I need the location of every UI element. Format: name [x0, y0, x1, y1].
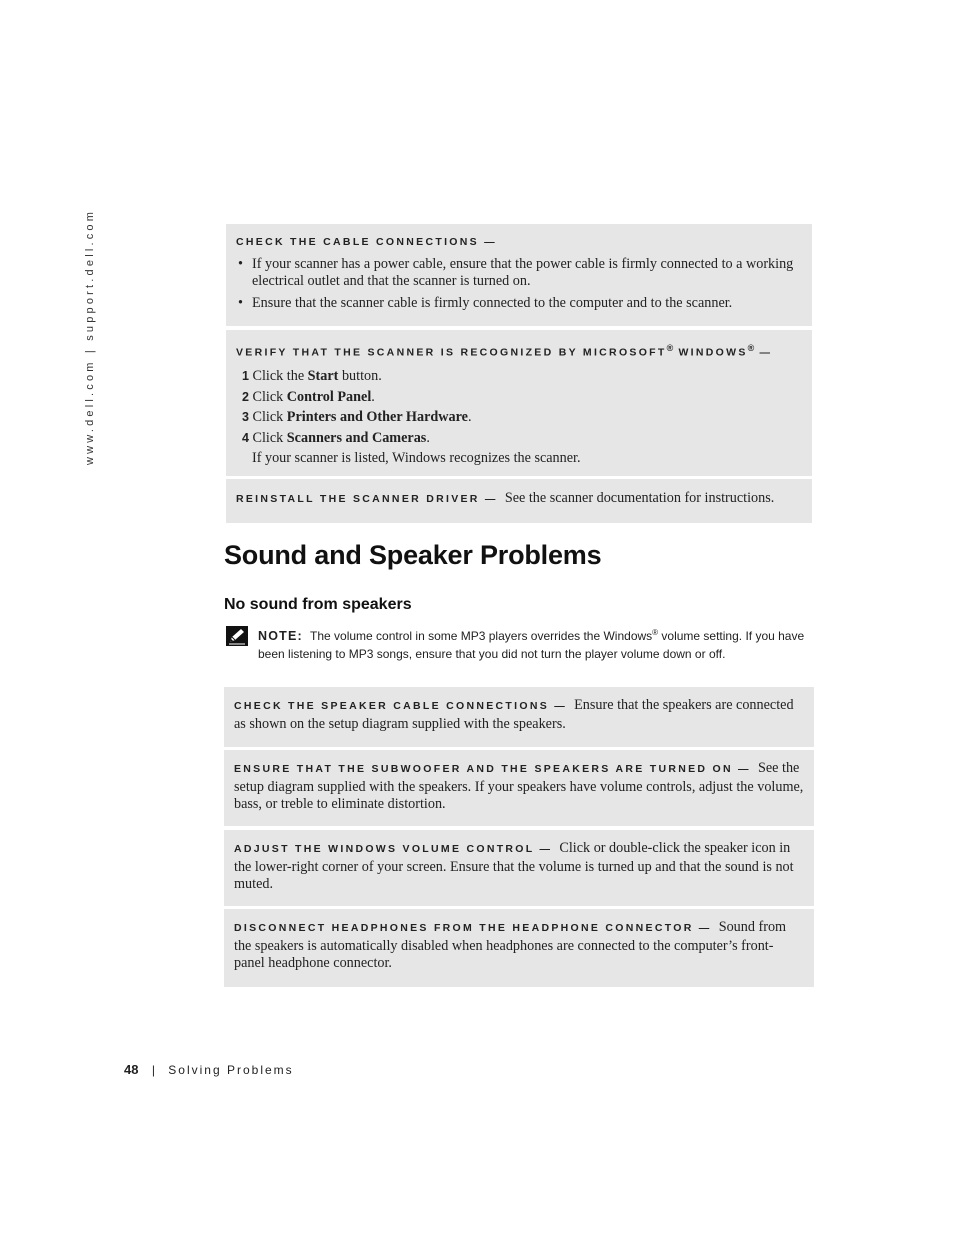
reinstall-driver-heading: REINSTALL THE SCANNER DRIVER — [236, 493, 498, 505]
step-text: Click [252, 388, 287, 405]
pencil-note-icon [226, 626, 248, 646]
note-text-continued: volume setting. If you have been listening to MP3 songs, ensure that you did not turn the player volume down or off. [258, 629, 805, 661]
step-item [242, 368, 802, 386]
reinstall-driver-box [226, 479, 812, 523]
volume-control-text: Click or double-click the speaker icon in the lower-right corner of your screen. Ensure that the volume is turned up and that the sound is not muted. [234, 840, 794, 892]
step-ui-label: Control Panel [286, 388, 372, 405]
subwoofer-text: See the setup diagram supplied with the speakers. If your speakers have volume controls, adjust the volume, bass, or treble to eliminate distortion. [234, 760, 804, 812]
subwoofer-heading: ENSURE THAT THE SUBWOOFER AND THE SPEAKERS ARE TURNED ON — [234, 763, 751, 775]
subsection-title: No sound from speakers [224, 596, 412, 613]
speaker-cable-heading: CHECK THE SPEAKER CABLE CONNECTIONS — [234, 700, 568, 712]
page-footer [124, 1062, 294, 1077]
note-text: The volume control in some MP3 players overrides the Windows [310, 629, 653, 643]
note-body [258, 624, 816, 663]
note-block [226, 624, 816, 663]
step-text-end: . [467, 409, 472, 425]
reinstall-driver-text: See the scanner documentation for instructions. [504, 490, 775, 506]
verify-heading-part1: VERIFY THAT THE SCANNER IS RECOGNIZED BY MICROSOFT [236, 346, 667, 359]
step-number: 4 [242, 430, 249, 445]
headphones-text: Sound from the speakers is automatically disabled when headphones are connected to the computer’s front-panel headphone connector. [234, 919, 787, 971]
page-number: 48 [124, 1062, 139, 1077]
step-number: 3 [242, 410, 249, 424]
step-text: Click [252, 429, 287, 446]
verify-steps [242, 368, 802, 447]
registered-mark: ® [652, 628, 659, 637]
registered-mark: ® [747, 343, 755, 353]
check-cable-box [226, 224, 812, 326]
list-item: • Ensure that the scanner cable is firmly connected to the computer and to the scanner. [236, 295, 802, 313]
footer-section-name: Solving Problems [168, 1063, 294, 1077]
verify-scanner-box [226, 330, 812, 476]
speaker-cable-text: Ensure that the speakers are connected as shown on the setup diagram supplied with the speakers. [234, 697, 794, 732]
check-cable-heading: CHECK THE CABLE CONNECTIONS — [236, 236, 497, 248]
step-item [242, 389, 802, 407]
volume-control-box [224, 830, 814, 906]
section-title: Sound and Speaker Problems [224, 540, 602, 570]
step-text-end: button. [338, 368, 382, 384]
list-item: • If your scanner has a power cable, ensure that the power cable is firmly connected to a working electrical outlet and that the scanner is turned on. [236, 256, 802, 291]
step-text: Click [252, 409, 287, 425]
verify-heading-part2: WINDOWS [678, 346, 748, 359]
step-ui-label: Printers and Other Hardware [286, 409, 468, 425]
side-url-text: www.dell.com | support.dell.com [84, 208, 96, 465]
verify-result-text: If your scanner is listed, Windows recognizes the scanner. [252, 450, 581, 466]
volume-control-heading: ADJUST THE WINDOWS VOLUME CONTROL — [234, 843, 553, 855]
headphones-heading: DISCONNECT HEADPHONES FROM THE HEADPHONE CONNECTOR — [234, 922, 712, 934]
step-number: 2 [242, 389, 249, 404]
step-text-end: . [371, 388, 375, 405]
verify-heading-dash: — [759, 346, 773, 359]
registered-mark: ® [666, 343, 674, 353]
subwoofer-box [224, 750, 814, 826]
note-label: NOTE: [258, 629, 303, 643]
step-item [242, 430, 802, 448]
step-number: 1 [242, 369, 249, 383]
side-url-margin [84, 208, 98, 465]
step-text-end: . [426, 429, 430, 446]
footer-separator: | [151, 1063, 155, 1077]
step-ui-label: Scanners and Cameras [286, 429, 427, 446]
step-text: Click the [252, 368, 308, 384]
step-item [242, 409, 802, 427]
headphones-box [224, 909, 814, 987]
speaker-cable-box [224, 687, 814, 747]
check-cable-bullets [236, 256, 802, 313]
verify-scanner-heading [236, 340, 802, 362]
step-ui-label: Start [307, 368, 339, 384]
